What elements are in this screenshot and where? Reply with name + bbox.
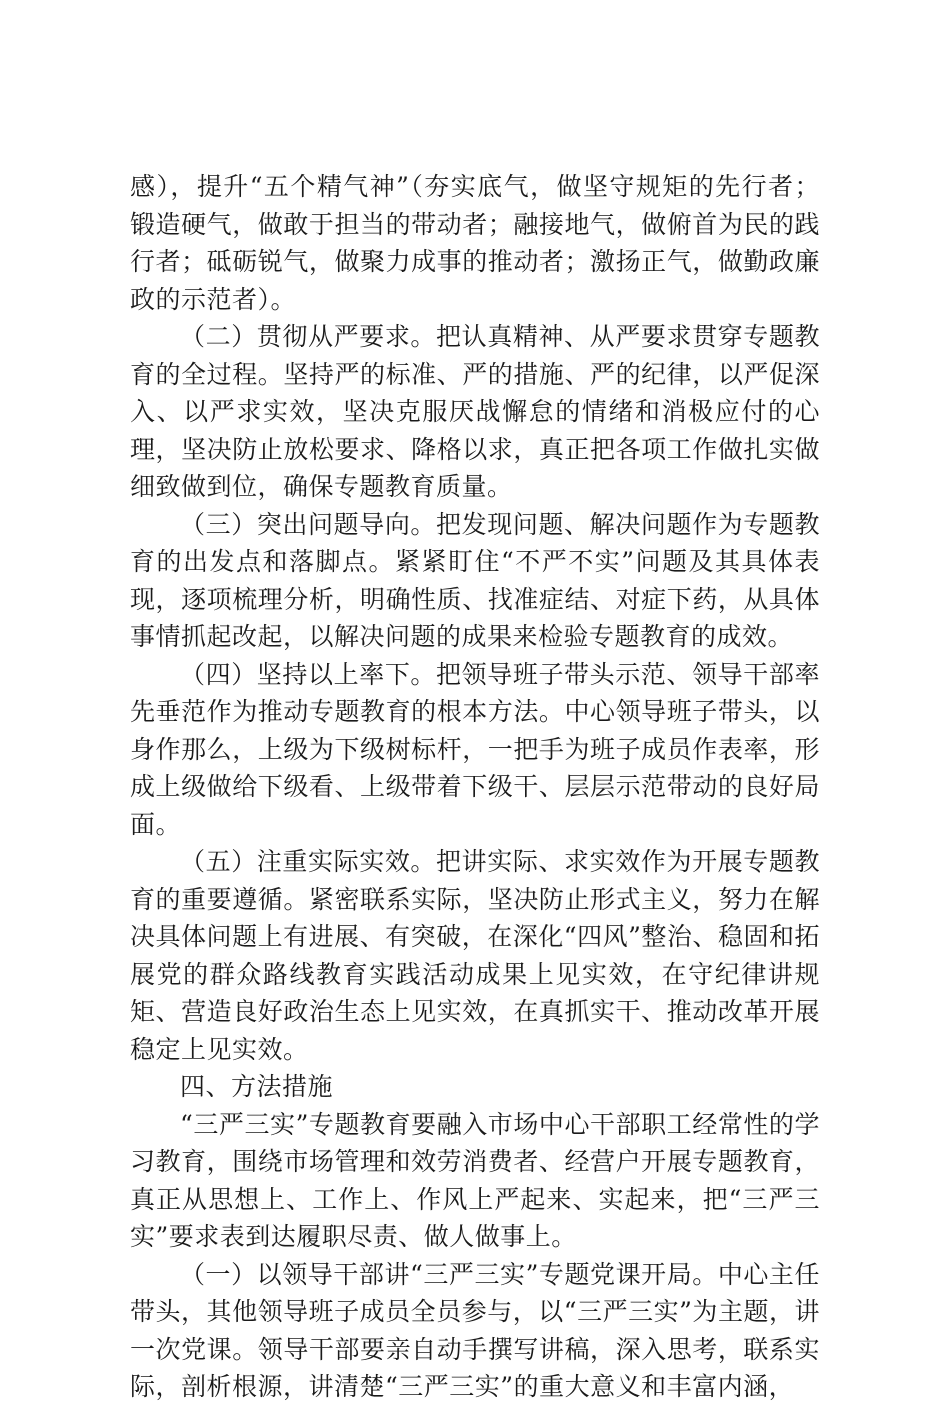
paragraph-methods-intro: “三严三实”专题教育要融入市场中心干部职工经常性的学习教育，围绕市场管理和效劳消费者、经营户开展专题教育，真正从思想上、工作上、作风上严起来、实起来，把“三严三实”要求表到达履职尽责、做人做事上。 [130,1109,820,1251]
paragraph-continuation: 感），提升“五个精气神”（夯实底气，做坚守规矩的先行者；锻造硬气，做敢于担当的带动者；融接地气，做俯首为民的践行者；砥砺锐气，做聚力成事的推动者；激扬正气，做勤政廉政的示范者）。 [130,172,820,314]
paragraph-lead-by-example: （四）坚持以上率下。把领导班子带头示范、领导干部率先垂范作为推动专题教育的根本方法。中心领导班子带头，以身作那么，上级为下级树标杆，一把手为班子成员作表率，形成上级做给下级看、上级带着下级干、层层示范带动的良好局面。 [130,659,820,839]
paragraph-practical-results: （五）注重实际实效。把讲实际、求实效作为开展专题教育的重要遵循。紧密联系实际，坚决防止形式主义，努力在解决具体问题上有进展、有突破，在深化“四风”整治、稳固和拓展党的群众路线教育实践活动成果上见实效，在守纪律讲规矩、营造良好政治生态上见实效，在真抓实干、推动改革开展稳定上见实效。 [130,847,820,1064]
document-body [130,168,820,1406]
paragraph-strict-requirements: （二）贯彻从严要求。把认真精神、从严要求贯穿专题教育的全过程。坚持严的标准、严的措施、严的纪律，以严促深入、以严求实效，坚决克服厌战懈怠的情绪和消极应付的心理，坚决防止放松要求、降格以求，真正把各项工作做扎实做细致做到位，确保专题教育质量。 [130,322,820,501]
paragraph-party-lecture: （一）以领导干部讲“三严三实”专题党课开局。中心主任带头，其他领导班子成员全员参与，以“三严三实”为主题，讲一次党课。领导干部要亲自动手撰写讲稿，深入思考，联系实际，剖析根源，讲清楚“三严三实”的重大意义和丰富内涵， [130,1259,820,1401]
section-heading-methods: 四、方法措施 [180,1072,334,1101]
paragraph-problem-orientation: （三）突出问题导向。把发现问题、解决问题作为专题教育的出发点和落脚点。紧紧盯住“不严不实”问题及其具体表现，逐项梳理分析，明确性质、找准症结、对症下药，从具体事情抓起改起，以解决问题的成果来检验专题教育的成效。 [130,509,820,651]
